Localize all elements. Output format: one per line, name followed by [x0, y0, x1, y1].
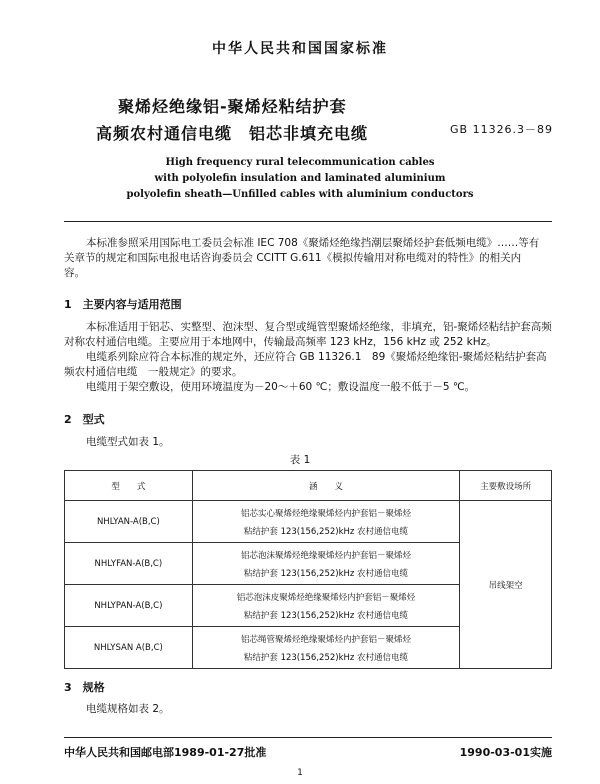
section-3-heading: 3 规格	[64, 681, 105, 694]
meaning-line: 铝芯泡沫聚烯烃绝缘聚烯烃内护套铝－聚烯烃	[240, 550, 411, 561]
table-header-row	[65, 471, 552, 501]
intro-line-1: 本标准参照采用国际电工委员会标准 IEC 708《聚烯烃绝缘挡潮层聚烯烃护套低频电缆》……等有	[86, 237, 540, 249]
cell-meaning	[192, 543, 459, 585]
s1-p1-line-2: 对称农村通信电缆。主要应用于本地网中，传输最高频率 123 kHz，156 kHz 或 252 kHz。	[64, 336, 497, 348]
cell-model: NHLYSAN A(B,C)	[65, 627, 193, 669]
col-header-meaning: 涵 义	[192, 471, 459, 501]
meaning-line: 铝芯绳管聚烯烃绝缘聚烯烃内护套铝－聚烯烃	[240, 634, 411, 645]
table-1	[64, 470, 552, 669]
intro-paragraph	[64, 236, 564, 281]
meaning-line: 粘结护套 123(156,252)kHz 农村通信电缆	[243, 526, 409, 537]
intro-line-3: 容。	[64, 267, 85, 279]
cell-model: NHLYAN-A(B,C)	[65, 501, 193, 543]
cell-model: NHLYPAN-A(B,C)	[65, 585, 193, 627]
s1-p2-line-1: 电缆系列除应符合本标准的规定外，还应符合 GB 11326.1 89《聚烯烃绝缘铝-聚烯烃粘结护套高	[86, 351, 547, 363]
meaning-line: 粘结护套 123(156,252)kHz 农村通信电缆	[243, 568, 409, 579]
table-row	[65, 501, 552, 543]
meaning-line: 铝芯实心聚烯烃绝缘聚烯烃内护套铝－聚烯烃	[240, 508, 411, 519]
english-title-line-2: with polyolefin insulation and laminated aluminium	[154, 173, 446, 184]
col-header-model: 型 式	[65, 471, 193, 501]
footer-rule	[64, 737, 552, 738]
section-2-intro: 电缆型式如表 1。	[86, 436, 170, 448]
meaning-line: 粘结护套 123(156,252)kHz 农村通信电缆	[243, 652, 409, 663]
section-1-heading: 1 主要内容与适用范围	[64, 298, 182, 311]
cell-model: NHLYFAN-A(B,C)	[65, 543, 193, 585]
english-title-line-3: polyolefin sheath—Unfilled cables with aluminium conductors	[126, 189, 474, 200]
implementation-date: 1990-03-01实施	[459, 746, 552, 759]
header-rule	[64, 221, 552, 222]
s1-p1-line-1: 本标准适用于铝芯、实整型、泡沫型、复合型或绳管型聚烯烃绝缘，非填充，铝-聚烯烃粘结护套高频	[86, 321, 552, 333]
approval-line: 中华人民共和国邮电部1989-01-27批准	[64, 746, 267, 759]
section-1-body	[64, 320, 564, 395]
national-standard-heading: 中华人民共和国国家标准	[212, 41, 388, 57]
s1-p2-line-2: 频农村通信电缆 一般规定》的要求。	[64, 366, 243, 378]
english-title-line-1: High frequency rural telecommunication cables	[165, 157, 435, 168]
table-1-caption: 表 1	[289, 454, 311, 466]
meaning-line: 铝芯泡沫皮聚烯烃绝缘聚烯烃内护套铝－聚烯烃	[236, 592, 416, 603]
col-header-location: 主要敷设场所	[460, 471, 552, 501]
section-3-text: 电缆规格如表 2。	[86, 703, 170, 715]
title-line-1: 聚烯烃绝缘铝-聚烯烃粘结护套	[118, 97, 347, 116]
cell-meaning	[192, 627, 459, 669]
cell-location: 吊线架空	[460, 501, 552, 669]
s1-p3: 电缆用于架空敷设，使用环境温度为－20～＋60 ℃；敷设温度一般不低于－5 ℃。	[86, 381, 476, 393]
intro-line-2: 关章节的规定和国际电报电话咨询委员会 CCITT G.611《模拟传输用对称电缆对的特性》的相关内	[64, 252, 522, 264]
section-2-heading: 2 型式	[64, 413, 105, 426]
cell-meaning	[192, 501, 459, 543]
page-number: 1	[297, 768, 303, 778]
meaning-line: 粘结护套 123(156,252)kHz 农村通信电缆	[243, 610, 409, 621]
title-line-2: 高频农村通信电缆 铝芯非填充电缆	[96, 124, 369, 143]
standard-number: GB 11326.3－89	[450, 123, 554, 136]
cell-meaning	[192, 585, 459, 627]
